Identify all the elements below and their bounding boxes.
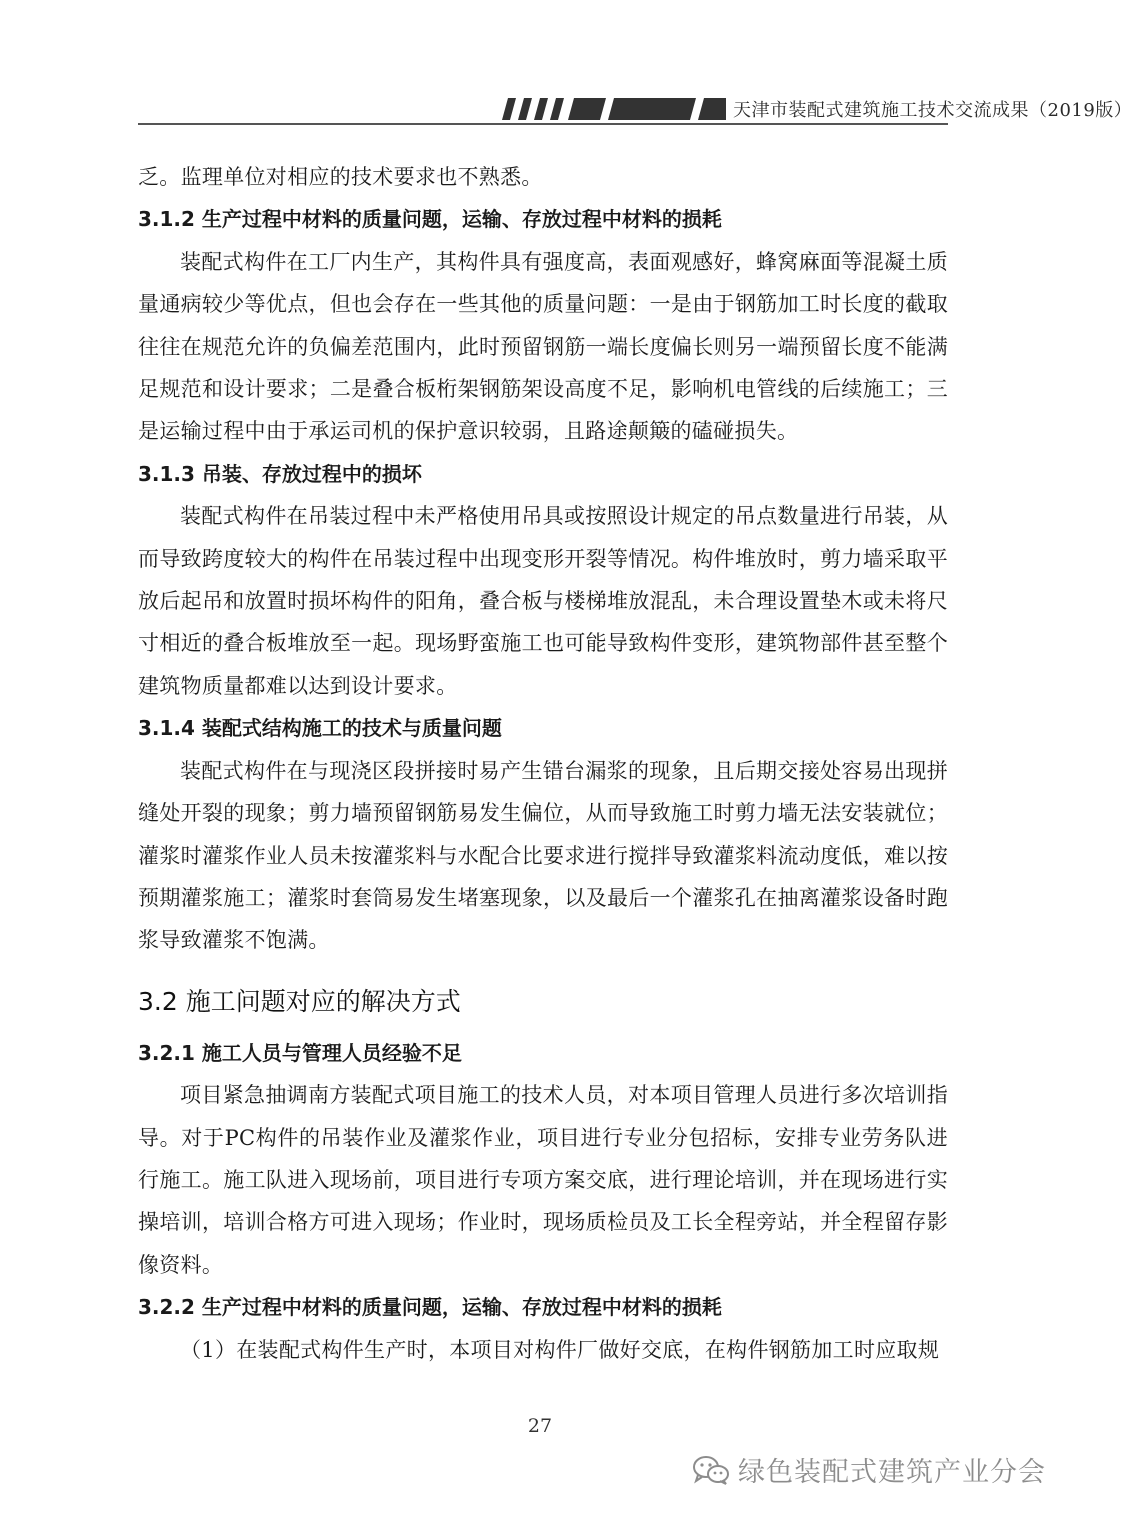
paragraph-production-issues: 装配式构件在工厂内生产，其构件具有强度高，表面观感好，蜂窝麻面等混凝土质量通病较少等优点，但也会存在一些其他的质量问题：一是由于钢筋加工时长度的截取往往在规范允许的负偏差范围内，此时预留钢筋一端长度偏长则另一端预留长度不能满足规范和设计要求；二是叠合板桁架钢筋架设高度不足，影响机电管线的后续施工；三是运输过程中由于承运司机的保护意识较弱，且路途颠簸的磕碰损失。 — [138, 249, 948, 444]
header-title: 天津市装配式建筑施工技术交流成果（2019版） — [733, 100, 1132, 121]
paragraph-hoisting-damage: 装配式构件在吊装过程中未严格使用吊具或按照设计规定的吊点数量进行吊装，从而导致跨度较大的构件在吊装过程中出现变形开裂等情况。构件堆放时，剪力墙采取平放后起吊和放置时损坏构件的阳角，叠合板与楼梯堆放混乱，未合理设置垫木或未将尺寸相近的叠合板堆放至一起。现场野蛮施工也可能导致构件变形，建筑物部件甚至整个建筑物质量都难以达到设计要求。 — [138, 504, 948, 698]
watermark-text: 绿色装配式建筑产业分会 — [738, 1457, 1046, 1488]
page-number: 27 — [527, 1415, 553, 1437]
page-header — [138, 92, 1132, 128]
paragraph-continuation: 乏。监理单位对相应的技术要求也不熟悉。 — [138, 165, 543, 189]
heading-3-2-2: 3.2.2 生产过程中材料的质量问题，运输、存放过程中材料的损耗 — [138, 1295, 722, 1320]
heading-3-1-2: 3.1.2 生产过程中材料的质量问题，运输、存放过程中材料的损耗 — [138, 207, 722, 232]
paragraph-technical-issues: 装配式构件在与现浇区段拼接时易产生错台漏浆的现象，且后期交接处容易出现拼缝处开裂的现象；剪力墙预留钢筋易发生偏位，从而导致施工时剪力墙无法安装就位；灌浆时灌浆作业人员未按灌浆料与水配合比要求进行搅拌导致灌浆料流动度低，难以按预期灌浆施工；灌浆时套筒易发生堵塞现象，以及最后一个灌浆孔在抽离灌浆设备时跑浆导致灌浆不饱满。 — [138, 758, 948, 953]
header-rule — [138, 123, 948, 125]
heading-3-1-3: 3.1.3 吊装、存放过程中的损坏 — [138, 461, 422, 486]
heading-3-2-1: 3.2.1 施工人员与管理人员经验不足 — [138, 1040, 462, 1065]
heading-3-1-4: 3.1.4 装配式结构施工的技术与质量问题 — [138, 716, 502, 741]
paragraph-production-solution: （1）在装配式构件生产时，本项目对构件厂做好交底，在构件钢筋加工时应取规 — [180, 1337, 940, 1362]
header-stripes-icon — [496, 98, 726, 120]
paragraph-staff-training: 项目紧急抽调南方装配式项目施工的技术人员，对本项目管理人员进行多次培训指导。对于PC构件的吊装作业及灌浆作业，项目进行专业分包招标，安排专业劳务队进行施工。施工队进入现场前，项目进行专项方案交底，进行理论培训，并在现场进行实操培训，培训合格方可进入现场；作业时，现场质检员及工长全程旁站，并全程留存影像资料。 — [138, 1083, 948, 1277]
wechat-icon — [692, 1454, 730, 1486]
watermark — [692, 1450, 1046, 1489]
page-content — [138, 156, 948, 1371]
heading-3-2: 3.2 施工问题对应的解决方式 — [138, 986, 461, 1016]
